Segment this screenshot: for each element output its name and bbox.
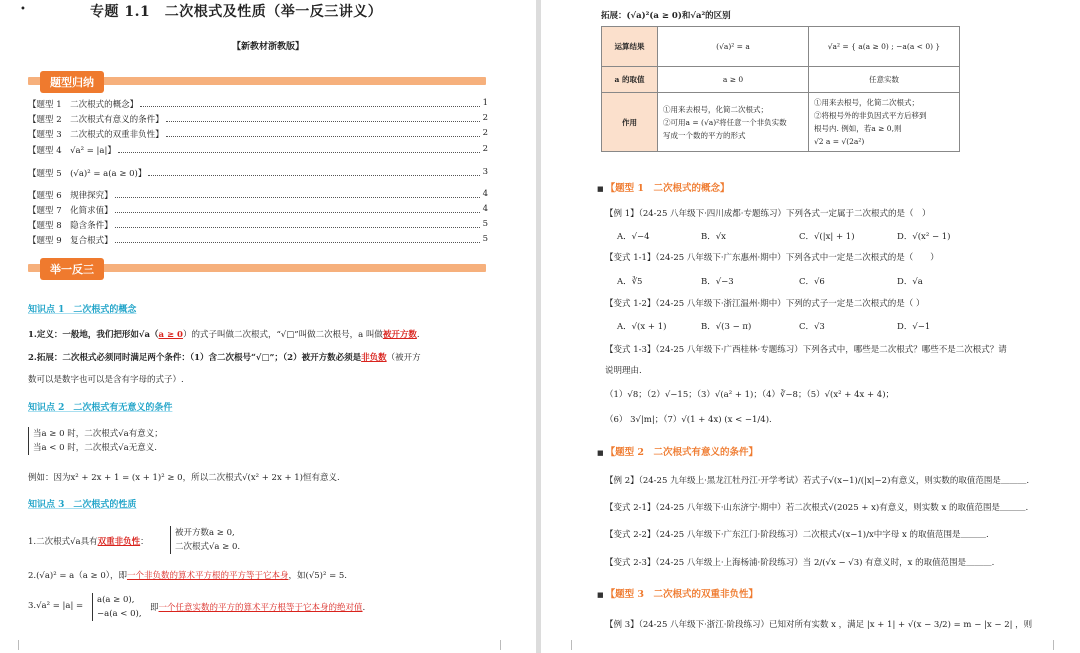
property-3-brace [92,593,142,621]
document-page-left [0,0,536,653]
table-cell: 任意实数 [809,67,960,93]
toc-page: 2 [482,113,488,123]
definition-text: 1.定义：一般地，我们把形如√a（a ≥ 0）的式子叫做二次根式，“√□”叫做二次根号，a 叫做被开方数. [28,330,420,340]
property-1: 1.二次根式√a具有双重非负性： [28,537,149,547]
option-b: B．√−3 [701,277,734,287]
table-header: 运算结果 [602,27,658,67]
condition-brace [28,427,163,455]
example-text: 例如：因为x² + 2x + 1 = (x + 1)² ≥ 0，所以二次根式√(x² + 2x + 1)恒有意义. [28,473,340,483]
toc-page: 4 [482,189,488,199]
option-d: D．√−1 [897,322,931,332]
table-header: a 的取值 [602,67,658,93]
table-cell: ①用来去根号，化简二次根式； ②可用a = (√a)²将任意一个非负实数 写成一个数的平方的形式 [658,93,809,152]
toc-item[interactable] [28,144,488,156]
question-text: 【例 3】（24-25 八年级下·浙江·阶段练习）已知对所有实数 x ，满足 |x + 1| + √(x − 3/2) = m − |x − 2| ，则 [605,620,1033,630]
option-a: A．√(x + 1) [617,322,667,332]
property-line: −a(a < 0), [97,609,142,619]
toc-item[interactable] [28,113,488,125]
toc-label: 【题型 3 二次根式的双重非负性】 [28,130,164,140]
toc-label: 【题型 7 化简求值】 [28,206,113,216]
option-c: C．√6 [799,277,825,287]
toc-label: 【题型 6 规律探究】 [28,191,113,201]
page-subtitle: 【新教材浙教版】 [231,42,304,52]
toc-page: 3 [482,167,488,177]
toc-item[interactable] [28,128,488,140]
toc-page: 5 [482,234,488,244]
toc-item[interactable] [28,219,488,231]
question-text: 【变式 1-2】（24-25 八年级下·浙江温州·期中）下列的式子一定是二次根式的是（ ） [605,299,925,309]
option-c: C．√3 [799,322,825,332]
toc-item[interactable] [28,189,488,201]
toc-label: 【题型 4 √a² = |a|】 [28,146,116,156]
section-badge-types: 题型归纳 [40,71,104,93]
condition-line: 当a < 0 时，二次根式√a无意义. [33,443,157,453]
toc-label: 【题型 5 (√a)² = a(a ≥ 0)】 [28,169,147,179]
knowledge-point-3: 知识点 3 二次根式的性质 [28,500,137,510]
table-cell: a ≥ 0 [658,67,809,93]
option-a: A．√−4 [617,232,650,242]
table-header: 作用 [602,93,658,152]
extension-title: 拓展：(√a)²(a ≥ 0)和√a²的区别 [601,11,731,21]
section-heading-3: ■ 【题型 3 二次根式的双重非负性】 [597,589,759,600]
toc-page: 5 [482,219,488,229]
toc-label: 【题型 9 复合根式】 [28,236,113,246]
option-d: D．√(x² − 1) [897,232,951,242]
section-badge-practice: 举一反三 [40,258,104,280]
option-b: B．√(3 − π) [701,322,752,332]
comparison-table [601,26,960,152]
toc-item[interactable] [28,204,488,216]
toc-label: 【题型 8 隐含条件】 [28,221,113,231]
question-text-cont: 说明理由. [605,366,642,376]
section-heading-2: ■ 【题型 2 二次根式有意义的条件】 [597,447,759,458]
toc-page: 4 [482,204,488,214]
property-line: a(a ≥ 0), [97,595,135,605]
toc-item[interactable] [28,234,488,246]
question-text: 【例 2】（24-25 九年级上·黑龙江牡丹江·开学考试）若式子√(x−1)/(|x|−2)有意义，则实数的取值范围是＿＿＿. [605,476,1030,486]
question-items: （1）√8；（2）√−15；（3）√(a² + 1)；（4）∛−8；（5）√(x² + 4x + 4)； [605,390,895,400]
bullet-mark: • [20,4,26,15]
option-a: A．∛5 [617,277,643,287]
section-heading-1: ■ 【题型 1 二次根式的概念】 [597,183,730,194]
option-b: B．√x [701,232,726,242]
option-d: D．√a [897,277,923,287]
property-3: 3.√a² = |a| = [28,601,84,611]
question-text: 【变式 2-3】（24-25 八年级上·上海杨浦·阶段练习）当 2/(√x − √3) 有意义时，x 的取值范围是＿＿＿. [605,558,995,568]
extension-text-cont: 数可以是数字也可以是含有字母的式子）. [28,375,184,385]
property-3-text: 即一个任意实数的平方的算术平方根等于它本身的绝对值. [150,603,366,613]
toc-label: 【题型 1 二次根式的概念】 [28,100,139,110]
condition-line: 当a ≥ 0 时，二次根式√a有意义； [33,429,163,439]
property-1-brace [170,526,240,554]
toc-item[interactable] [28,98,488,110]
table-cell: ①用来去根号，化简二次根式； ②将根号外的非负因式平方后移到 根号内. 例如，若a ≥ 0,则 √2 a = √(2a²) [809,93,960,152]
question-text: 【变式 1-3】（24-25 八年级下·广西桂林·专题练习）下列各式中，哪些是二次根式？哪些不是二次根式？请 [605,345,1007,355]
extension-text: 2.拓展：二次根式必须同时满足两个条件：（1）含二次根号“√□”；（2）被开方数必须是非负数（被开方 [28,353,421,363]
toc-item[interactable] [28,167,488,179]
property-line: 被开方数a ≥ 0, [175,528,235,538]
question-items: （6） 3√|m|；（7）√(1 + 4x) (x < −1/4). [605,415,772,425]
question-text: 【变式 1-1】（24-25 八年级下·广东惠州·期中）下列各式中一定是二次根式的是（ ） [605,253,939,263]
option-c: C．√(|x| + 1) [799,232,855,242]
question-text: 【变式 2-2】（24-25 八年级下·广东江门·阶段练习）二次根式√(x−1)/x中字母 x 的取值范围是＿＿＿. [605,530,989,540]
page-title: 专题 1.1 二次根式及性质（举一反三讲义） [90,4,383,20]
toc-page: 1 [482,98,488,108]
property-2: 2.(√a)² = a（a ≥ 0），即一个非负数的算术平方根的平方等于它本身，如(√5)² = 5. [28,571,347,581]
table-cell: (√a)² = a [658,27,809,67]
knowledge-point-1: 知识点 1 二次根式的概念 [28,305,137,315]
table-cell: √a² = { a(a ≥ 0) ; −a(a < 0) } [809,27,960,67]
toc-page: 2 [482,128,488,138]
question-text: 【变式 2-1】（24-25 八年级下·山东济宁·期中）若二次根式√(2025 + x)有意义，则实数 x 的取值范围是＿＿＿. [605,503,1029,513]
property-line: 二次根式√a ≥ 0. [175,542,241,552]
toc-page: 2 [482,144,488,154]
question-text: 【例 1】（24-25 八年级下·四川成都·专题练习）下列各式一定属于二次根式的是（ ） [605,209,931,219]
toc-label: 【题型 2 二次根式有意义的条件】 [28,115,164,125]
knowledge-point-2: 知识点 2 二次根式有无意义的条件 [28,403,173,413]
document-page-right [541,0,1080,653]
